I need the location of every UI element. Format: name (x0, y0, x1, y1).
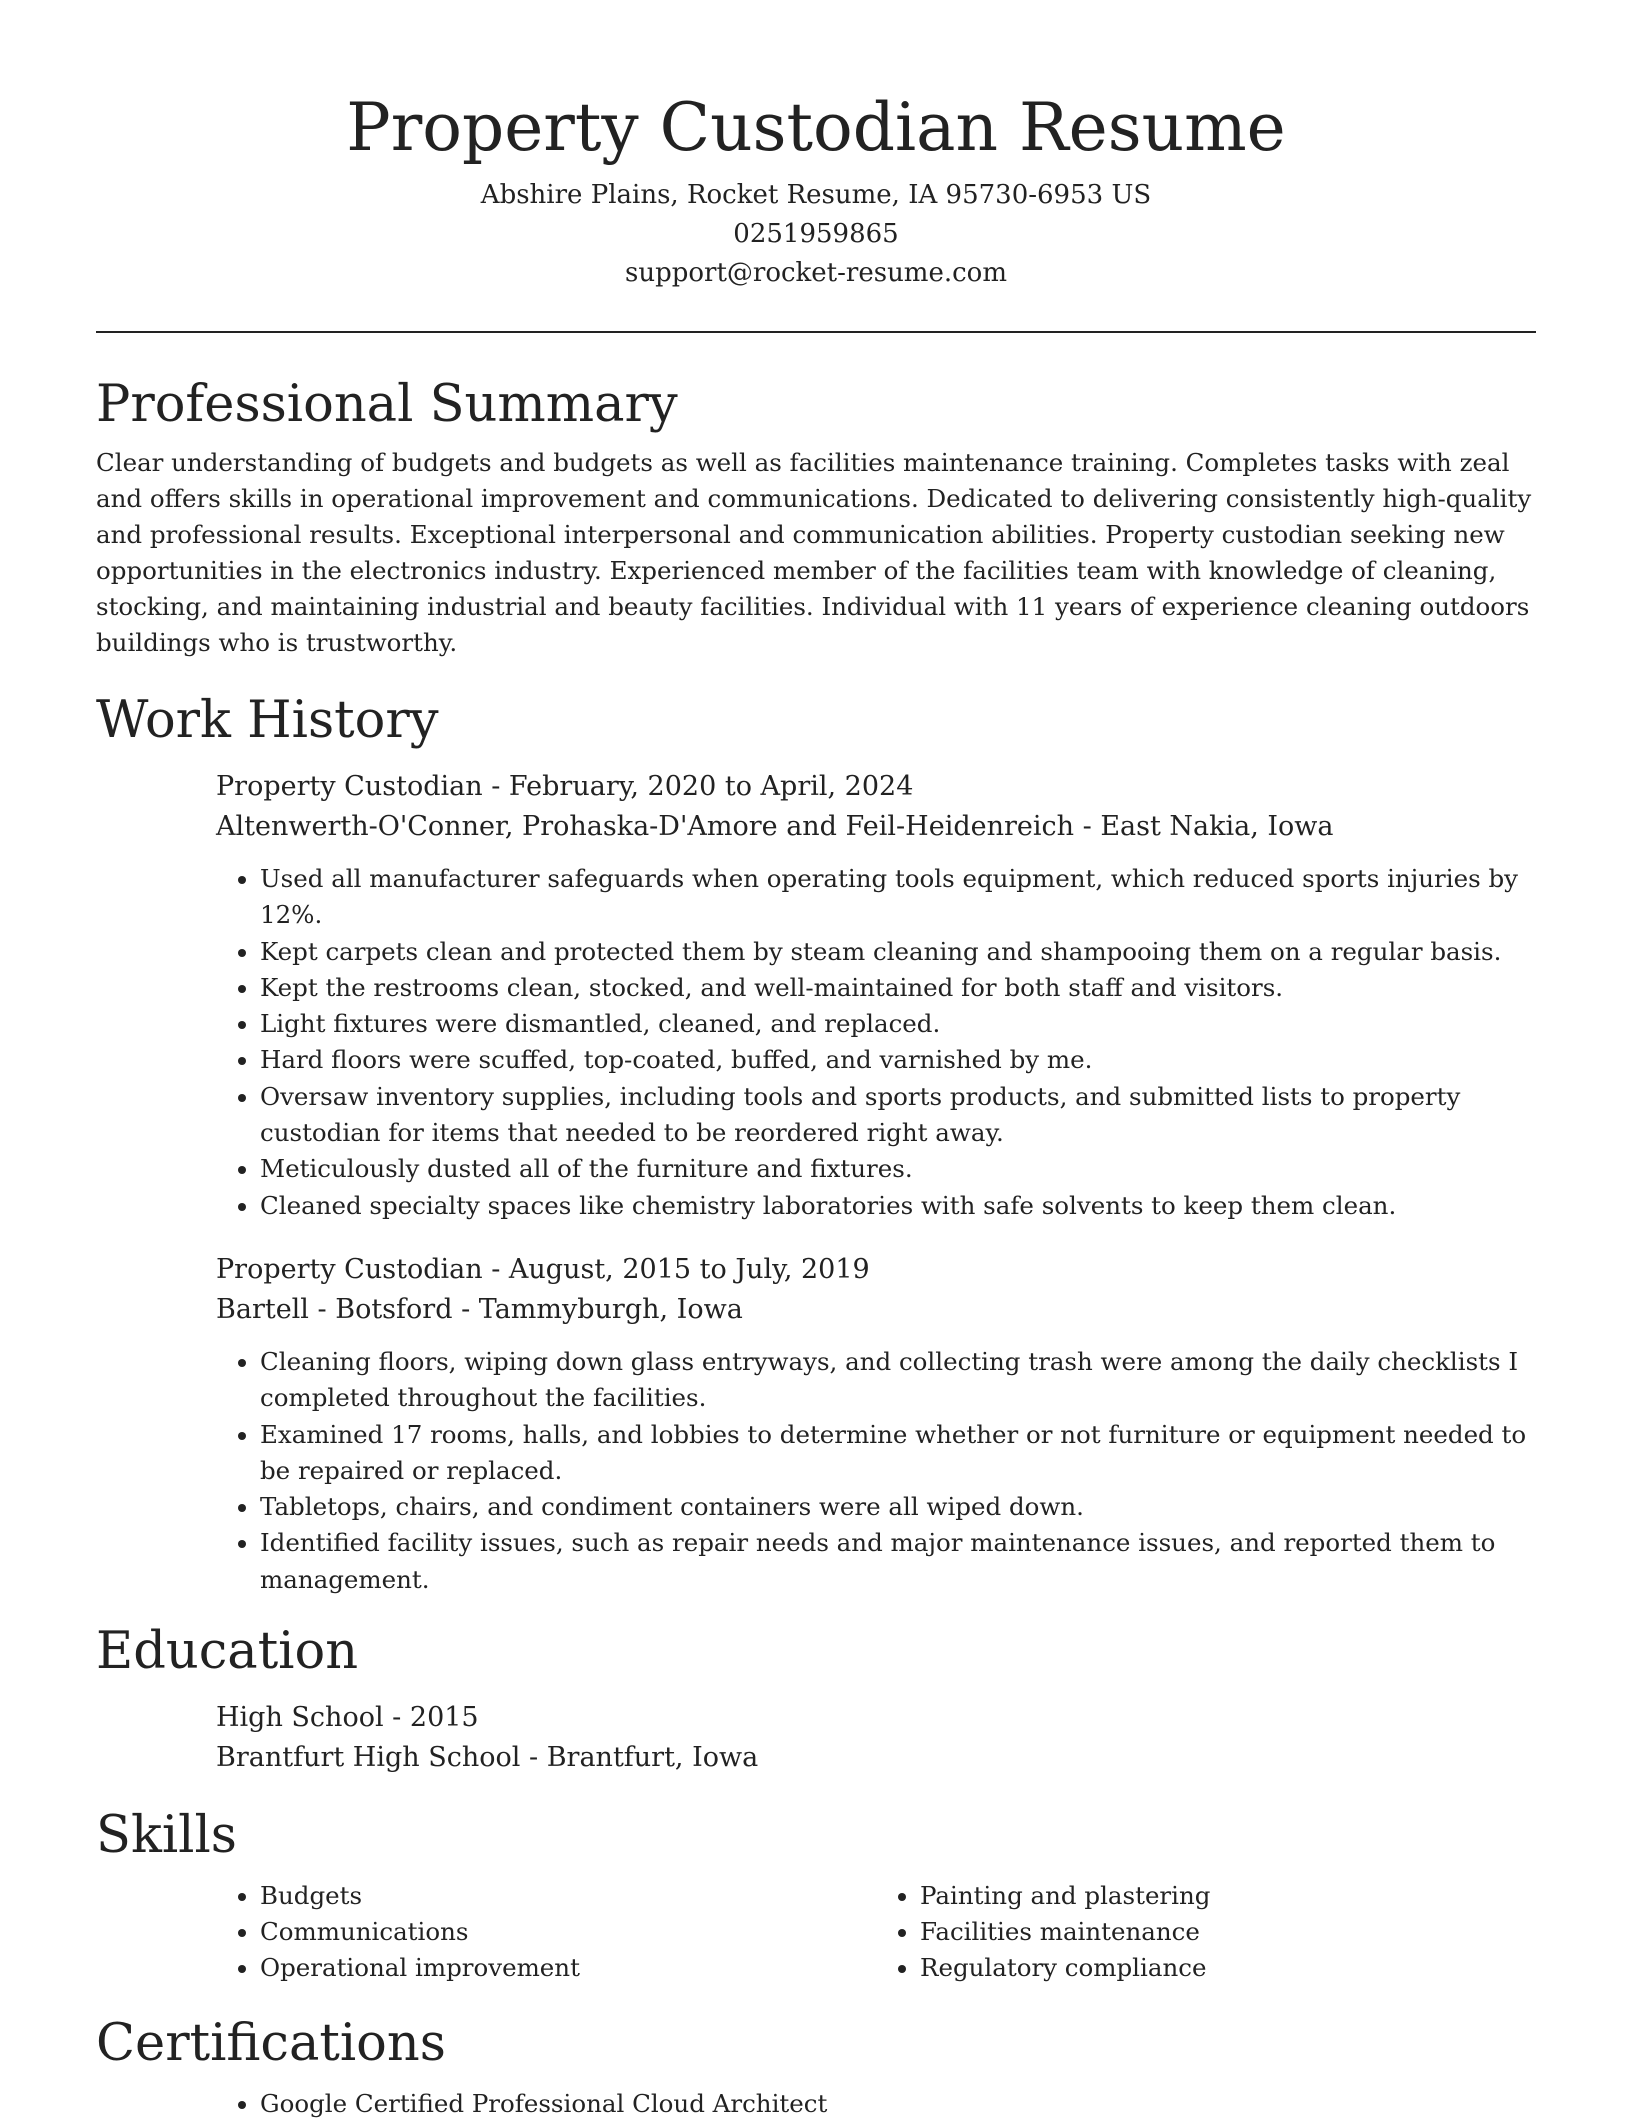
school-name: Brantfurt High School (216, 1742, 521, 1774)
list-item: • Light fixtures were dismantled, cleaned, and replaced. (260, 1006, 1536, 1042)
address: Abshire Plains, Rocket Resume, IA 95730-6953 US (480, 180, 1152, 210)
education-heading: Education (96, 1622, 359, 1682)
school-location: Brantfurt, Iowa (546, 1742, 759, 1774)
job-dates: August, 2015 to July, 2019 (508, 1253, 870, 1285)
job-location: Tammyburgh, Iowa (478, 1293, 743, 1325)
skills-columns (216, 1878, 1536, 1986)
job-title-line: Property Custodian - February, 2020 to April, 2024 (216, 771, 914, 802)
list-item: • Regulatory compliance (920, 1950, 1536, 1986)
phone: 0251959865 (733, 219, 899, 249)
list-item: • Used all manufacturer safeguards when operating tools equipment, which reduced sports injuries by 12%. (260, 861, 1536, 934)
graduation-year: 2015 (409, 1702, 479, 1734)
list-item: • Identified facility issues, such as repair needs and major maintenance issues, and reported them to management. (260, 1525, 1536, 1598)
job-company-line: Bartell - Botsford - Tammyburgh, Iowa (216, 1293, 743, 1325)
list-item: • Budgets (260, 1878, 876, 1914)
certifications-heading: Certifications (96, 2014, 446, 2074)
list-item: • Cleaning floors, wiping down glass entryways, and collecting trash were among the daily checklists I completed throughout the facilities. (260, 1344, 1536, 1417)
job-title: Property Custodian (216, 1253, 483, 1285)
job-title: Property Custodian (216, 771, 483, 802)
list-item: • Oversaw inventory supplies, including tools and sports products, and submitted lists to property custodian for items that needed to be reordered right away. (260, 1079, 1536, 1152)
list-item: • Google Certified Professional Cloud Architect (260, 2086, 1536, 2122)
email: support@rocket-resume.com (624, 258, 1007, 288)
job-entry (216, 1250, 1536, 1598)
skills-list-left (216, 1878, 876, 1986)
certifications-section (96, 2012, 1536, 2122)
list-item: • Operational improvement (260, 1950, 876, 1986)
school-line: Brantfurt High School - Brantfurt, Iowa (216, 1742, 759, 1774)
job-duties-list (216, 861, 1536, 1224)
list-item: • Tabletops, chairs, and condiment containers were all wiped down. (260, 1489, 1536, 1525)
list-item: • Communications (260, 1914, 876, 1950)
job-duties-list (216, 1344, 1536, 1598)
resume-page (96, 0, 1536, 2122)
degree: High School (216, 1702, 384, 1734)
list-item: • Meticulously dusted all of the furniture and fixtures. (260, 1151, 1536, 1187)
list-item: • Kept carpets clean and protected them by steam cleaning and shampooing them on a regular basis. (260, 934, 1536, 970)
certifications-list (216, 2086, 1536, 2122)
list-item: • Facilities maintenance (920, 1914, 1536, 1950)
degree-line: High School - 2015 (216, 1702, 479, 1734)
job-location: East Nakia, Iowa (1100, 811, 1334, 842)
summary-section (96, 373, 1536, 661)
list-item: • Painting and plastering (920, 1878, 1536, 1914)
list-item: • Cleaned specialty spaces like chemistry laboratories with safe solvents to keep them clean. (260, 1188, 1536, 1224)
job-company-line: Altenwerth-O'Conner, Prohaska-D'Amore and Feil-Heidenreich - East Nakia, Iowa (216, 811, 1334, 842)
list-item: • Examined 17 rooms, halls, and lobbies to determine whether or not furniture or equipment needed to be repaired or replaced. (260, 1417, 1536, 1490)
skills-section (96, 1804, 1536, 1986)
job-company: Bartell - Botsford (216, 1293, 453, 1325)
summary-text: Clear understanding of budgets and budgets as well as facilities maintenance training. Completes tasks with zeal and offers skills in operational improvement and communications. Dedicated to delivering consistently high-quality and professional results. Exceptional interpersonal and communication abilities. Property custodian seeking new opportunities in the electronics industry. Experienced member of the facilities team with knowledge of cleaning, stocking, and maintaining industrial and beauty facilities. Individual with 11 years of experience cleaning outdoors buildings who is trustworthy. (96, 448, 1532, 657)
work-history-section (96, 689, 1536, 1598)
skills-heading: Skills (96, 1806, 237, 1866)
header-divider (96, 331, 1536, 333)
summary-heading: Professional Summary (96, 375, 678, 434)
education-section (96, 1620, 1536, 1778)
contact-block (96, 176, 1536, 293)
resume-title: Property Custodian Resume (346, 89, 1286, 166)
job-title-line: Property Custodian - August, 2015 to July, 2019 (216, 1253, 870, 1285)
certifications-block (216, 2086, 1536, 2122)
job-dates: February, 2020 to April, 2024 (508, 771, 914, 802)
list-item: • Hard floors were scuffed, top-coated, buffed, and varnished by me. (260, 1042, 1536, 1078)
skills-list-right (876, 1878, 1536, 1986)
job-entry (216, 767, 1536, 1224)
education-entry (216, 1698, 1536, 1778)
work-history-heading: Work History (96, 691, 439, 750)
job-company: Altenwerth-O'Conner, Prohaska-D'Amore and Feil-Heidenreich (216, 811, 1075, 842)
list-item: • Kept the restrooms clean, stocked, and well-maintained for both staff and visitors. (260, 970, 1536, 1006)
